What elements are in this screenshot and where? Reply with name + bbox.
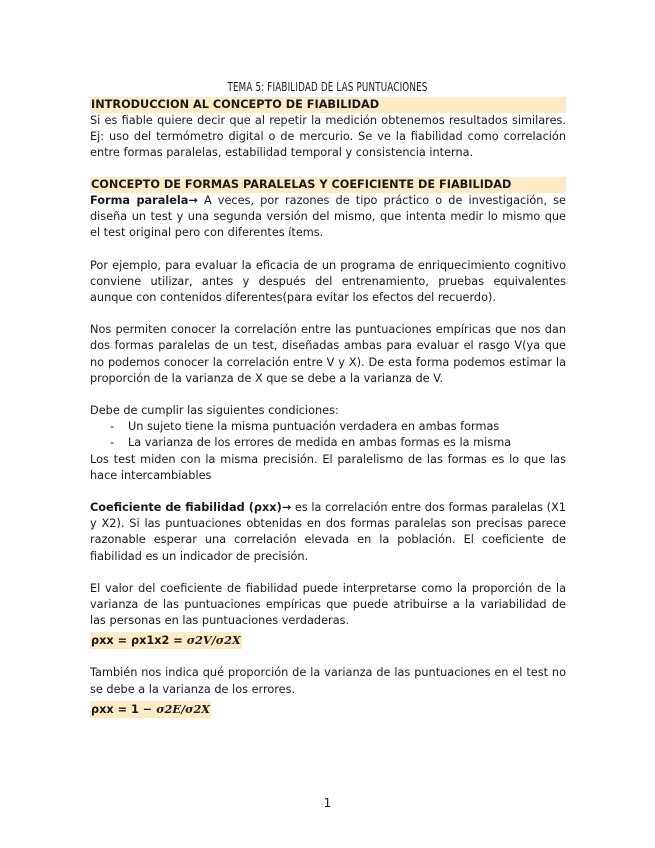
- paragraph-correlacion: Nos permiten conocer la correlación entre las puntuaciones empíricas que nos dan dos formas paralelas de un test, diseñadas ambas para evaluar el rasgo V(ya que no podemos conocer la correlación entre V y X). De esta forma podemos estimar la proporción de la varianza de X que se debe a la varianza de V.: [90, 323, 566, 385]
- paragraph-precision: Los test miden con la misma precisión. El paralelismo de las formas es lo que las hace intercambiables: [90, 452, 566, 482]
- paragraph-text: es la correlación entre dos formas paralelas (X1 y X2). Si las puntuaciones obtenidas en dos formas paralelas son precisas parece razonable esperar una correlación elevada en la población. El coeficiente de fiabilidad es un indicador de precisión.: [90, 501, 566, 563]
- formula-lhs: ρxx = 1 −: [91, 702, 157, 716]
- paragraph-forma-paralela: [90, 193, 566, 242]
- paragraph-intro: Si es fiable quiere decir que al repetir la medición obtenemos resultados similares. Ej: uso del termómetro digital o de mercurio. Se ve la fiabilidad como correlación entre formas paralelas, estabilidad temporal y consistencia interna.: [90, 114, 566, 160]
- paragraph-errores: También nos indica qué proporción de la varianza de las puntuaciones en el test no se debe a la varianza de los errores.: [90, 666, 566, 696]
- term-coeficiente-fiabilidad: Coeficiente de fiabilidad (ρxx): [90, 501, 282, 515]
- paragraph-coeficiente: [90, 500, 566, 565]
- conditions-list: [90, 419, 566, 451]
- arrow-icon: →: [281, 501, 292, 515]
- formula-errores: [90, 701, 211, 718]
- list-item: - La varianza de los errores de medida en ambas formas es la misma: [90, 435, 566, 451]
- term-forma-paralela: Forma paralela: [90, 194, 189, 207]
- paragraph-text: A veces, por razones de tipo práctico o de investigación, se diseña un test y una segunda versión del mismo, que intenta medir lo mismo que el test original pero con diferentes ítems.: [90, 194, 566, 240]
- formula-coeficiente: [90, 632, 242, 649]
- page-number: 1: [323, 796, 332, 810]
- list-item: - Un sujeto tiene la misma puntuación verdadera en ambas formas: [90, 419, 566, 435]
- section-heading-formas-paralelas: CONCEPTO DE FORMAS PARALELAS Y COEFICIENTE DE FIABILIDAD: [90, 177, 566, 193]
- formula-rhs: σ2V/σ2X: [186, 633, 241, 648]
- section-introduccion: [90, 97, 566, 162]
- paragraph-interpretacion: El valor del coeficiente de fiabilidad puede interpretarse como la proporción de la varianza de las puntuaciones empíricas que puede atribuirse a la variabilidad de las personas en las puntuaciones verdaderas.: [90, 581, 566, 628]
- section-formas-paralelas: [90, 177, 566, 718]
- formula-lhs: ρxx = ρx1x2 =: [91, 634, 187, 648]
- paragraph-condiciones: Debe de cumplir las siguientes condiciones:: [90, 404, 339, 418]
- formula-rhs: σ2E/σ2X: [156, 701, 211, 716]
- page-title: TEMA 5: FIABILIDAD DE LAS PUNTUACIONES: [227, 79, 428, 94]
- arrow-icon: →: [188, 194, 198, 207]
- paragraph-ejemplo: Por ejemplo, para evaluar la eficacia de un programa de enriquecimiento cognitivo conviene utilizar, antes y después del entrenamiento, pruebas equivalentes aunque con contenidos diferentes(para evitar los efectos del recuerdo).: [90, 258, 566, 305]
- section-heading-introduccion: INTRODUCCION AL CONCEPTO DE FIABILIDAD: [90, 97, 566, 113]
